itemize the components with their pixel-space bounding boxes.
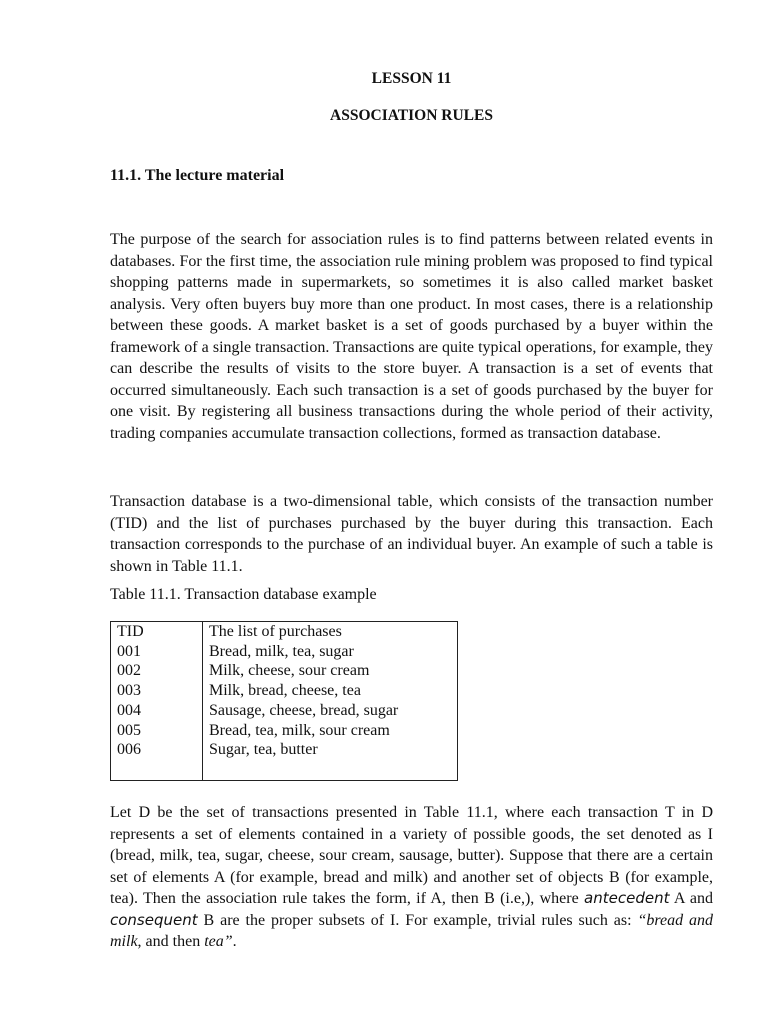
p3-text-end: . bbox=[232, 933, 237, 950]
table-cell-purchases: Bread, tea, milk, sour cream bbox=[203, 721, 458, 741]
table-cell-purchases: Sausage, cheese, bread, sugar bbox=[203, 701, 458, 721]
example-quote: “bread and milk bbox=[110, 911, 713, 950]
transaction-table bbox=[110, 621, 458, 781]
table-row bbox=[111, 701, 458, 721]
example-tea: tea” bbox=[204, 933, 233, 950]
term-antecedent: antecedent bbox=[584, 889, 670, 907]
lesson-title: ASSOCIATION RULES bbox=[330, 107, 493, 124]
p3-text-3: B are the proper subsets of I. For example, trivial rules such as: bbox=[197, 911, 638, 929]
p3-text-2: A and bbox=[669, 890, 713, 907]
table-row bbox=[111, 661, 458, 681]
table-cell-tid: 002 bbox=[111, 661, 203, 681]
table-row bbox=[111, 681, 458, 701]
table-cell-purchases: Sugar, tea, butter bbox=[203, 740, 458, 780]
lesson-number: LESSON 11 bbox=[371, 70, 452, 87]
table-caption: Table 11.1. Transaction database example bbox=[110, 586, 377, 603]
table-header-tid: TID bbox=[111, 622, 203, 642]
table-row bbox=[111, 642, 458, 662]
paragraph-association-rule bbox=[110, 802, 713, 953]
table-row bbox=[111, 740, 458, 780]
table-cell-tid: 001 bbox=[111, 642, 203, 662]
table-cell-purchases: Bread, milk, tea, sugar bbox=[203, 642, 458, 662]
table-header-row bbox=[111, 622, 458, 642]
table-cell-tid: 006 bbox=[111, 740, 203, 780]
p3-text-4: , and then bbox=[137, 933, 205, 950]
paragraph-transaction-database: Transaction database is a two-dimensional table, which consists of the transaction number (TID) and the list of purchases purchased by the buyer during this transaction. Each transaction corresponds to the purchase of an individual buyer. An example of such a table is shown in Table 11.1. bbox=[110, 493, 713, 575]
p3-text-1: Let D be the set of transactions presented in Table 11.1, where each transaction T in D represents a set of elements contained in a variety of possible goods, the set denoted as I (bread, milk, tea, sugar, cheese, sour cream, sausage, butter). Suppose that there are a certain set of elements A (for example, bread and milk) and another set of objects B (for example, tea). Then the association rule takes the form, if A, then B (i.e,), where bbox=[110, 804, 713, 907]
table-cell-purchases: Milk, bread, cheese, tea bbox=[203, 681, 458, 701]
table-cell-purchases: Milk, cheese, sour cream bbox=[203, 661, 458, 681]
section-heading: 11.1. The lecture material bbox=[110, 167, 285, 184]
table-row bbox=[111, 721, 458, 741]
table-cell-tid: 004 bbox=[111, 701, 203, 721]
table-header-purchases: The list of purchases bbox=[203, 622, 458, 642]
table-cell-tid: 003 bbox=[111, 681, 203, 701]
paragraph-intro: The purpose of the search for association rules is to find patterns between related events in databases. For the first time, the association rule mining problem was proposed to find typical shopping patterns made in supermarkets, so sometimes it is also called market basket analysis. Very often buyers buy more than one product. In most cases, there is a relationship between these goods. A market basket is a set of goods purchased by a buyer within the framework of a single transaction. Transactions are quite typical operations, for example, they can describe the results of visits to the store buyer. A transaction is a set of events that occurred simultaneously. Each such transaction is a set of goods purchased by the buyer for one visit. By registering all business transactions during the whole period of their activity, trading companies accumulate transaction collections, formed as transaction database. bbox=[110, 231, 713, 442]
term-consequent: consequent bbox=[110, 910, 198, 929]
table-cell-tid: 005 bbox=[111, 721, 203, 741]
